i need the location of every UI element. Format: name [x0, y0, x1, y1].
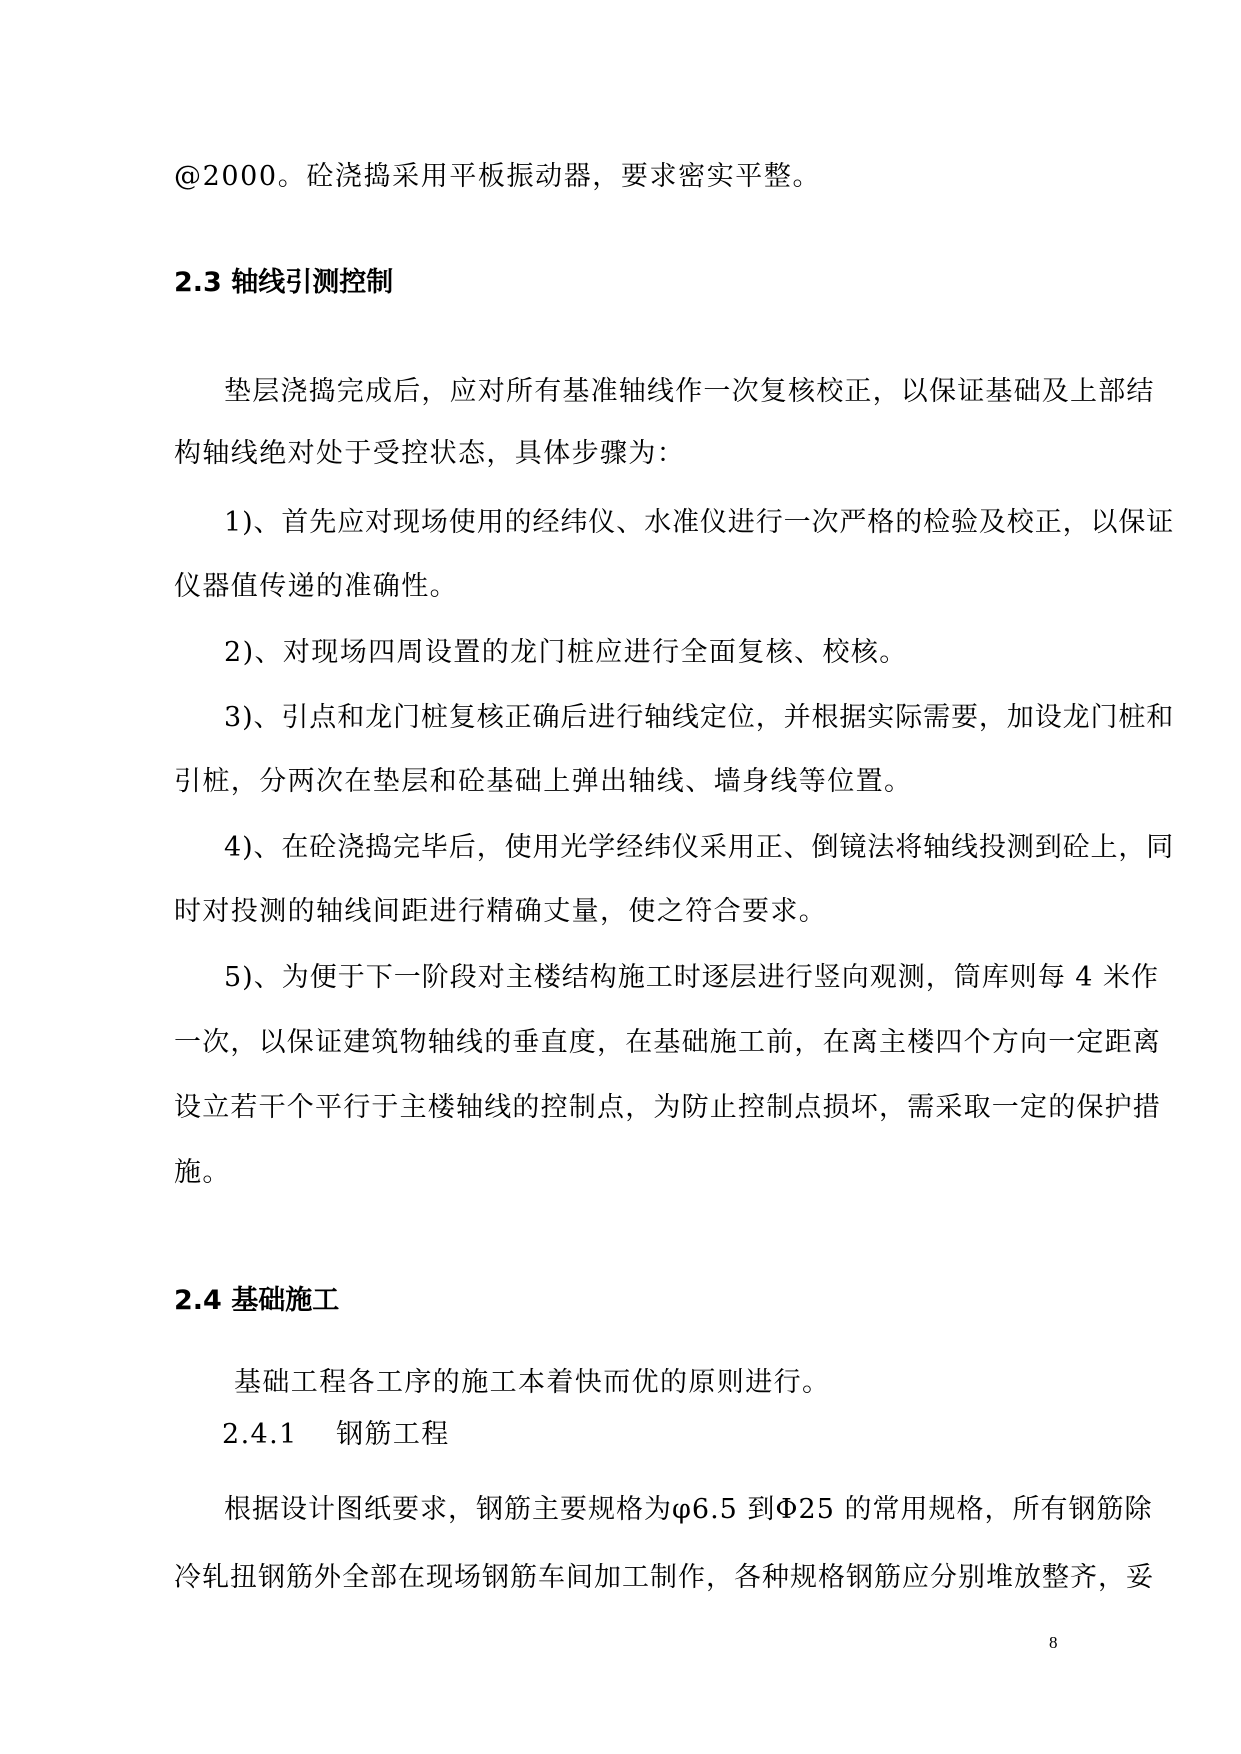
paragraph-line: 垫层浇捣完成后，应对所有基准轴线作一次复核校正，以保证基础及上部结: [224, 376, 1155, 407]
section-heading-2-4: 2.4 基础施工: [174, 1285, 340, 1316]
list-item-1: 1)、首先应对现场使用的经纬仪、水准仪进行一次严格的检验及校正，以保证: [224, 507, 1175, 538]
paragraph-line: 基础工程各工序的施工本着快而优的原则进行。: [234, 1367, 831, 1398]
list-item-5-continued: 施。: [174, 1157, 231, 1188]
paragraph-line: 构轴线绝对处于受控状态，具体步骤为：: [174, 438, 686, 469]
list-item-4-continued: 时对投测的轴线间距进行精确丈量，使之符合要求。: [174, 896, 828, 927]
section-heading-2-3: 2.3 轴线引测控制: [174, 267, 394, 298]
list-item-5: 5)、为便于下一阶段对主楼结构施工时逐层进行竖向观测，筒库则每 4 米作: [224, 962, 1160, 993]
list-item-2: 2)、对现场四周设置的龙门桩应进行全面复核、校核。: [224, 637, 908, 668]
text-line-1: @2000。砼浇捣采用平板振动器，要求密实平整。: [174, 161, 822, 192]
list-item-5-continued: 一次，以保证建筑物轴线的垂直度，在基础施工前，在离主楼四个方向一定距离: [174, 1027, 1161, 1058]
list-item-5-continued: 设立若干个平行于主楼轴线的控制点，为防止控制点损坏，需采取一定的保护措: [174, 1092, 1161, 1123]
paragraph-line: 冷轧扭钢筋外全部在现场钢筋车间加工制作，各种规格钢筋应分别堆放整齐，妥: [174, 1562, 1154, 1593]
list-item-3-continued: 引桩，分两次在垫层和砼基础上弹出轴线、墙身线等位置。: [174, 766, 913, 797]
paragraph-line: 根据设计图纸要求，钢筋主要规格为φ6.5 到Φ25 的常用规格，所有钢筋除: [224, 1494, 1153, 1525]
subsection-heading-2-4-1: 2.4.1 钢筋工程: [222, 1419, 450, 1450]
list-item-3: 3)、引点和龙门桩复核正确后进行轴线定位，并根据实际需要，加设龙门桩和: [224, 702, 1175, 733]
list-item-4: 4)、在砼浇捣完毕后，使用光学经纬仪采用正、倒镜法将轴线投测到砼上，同: [224, 832, 1175, 863]
list-item-1-continued: 仪器值传递的准确性。: [174, 571, 458, 602]
page-number: 8: [1049, 1633, 1058, 1652]
